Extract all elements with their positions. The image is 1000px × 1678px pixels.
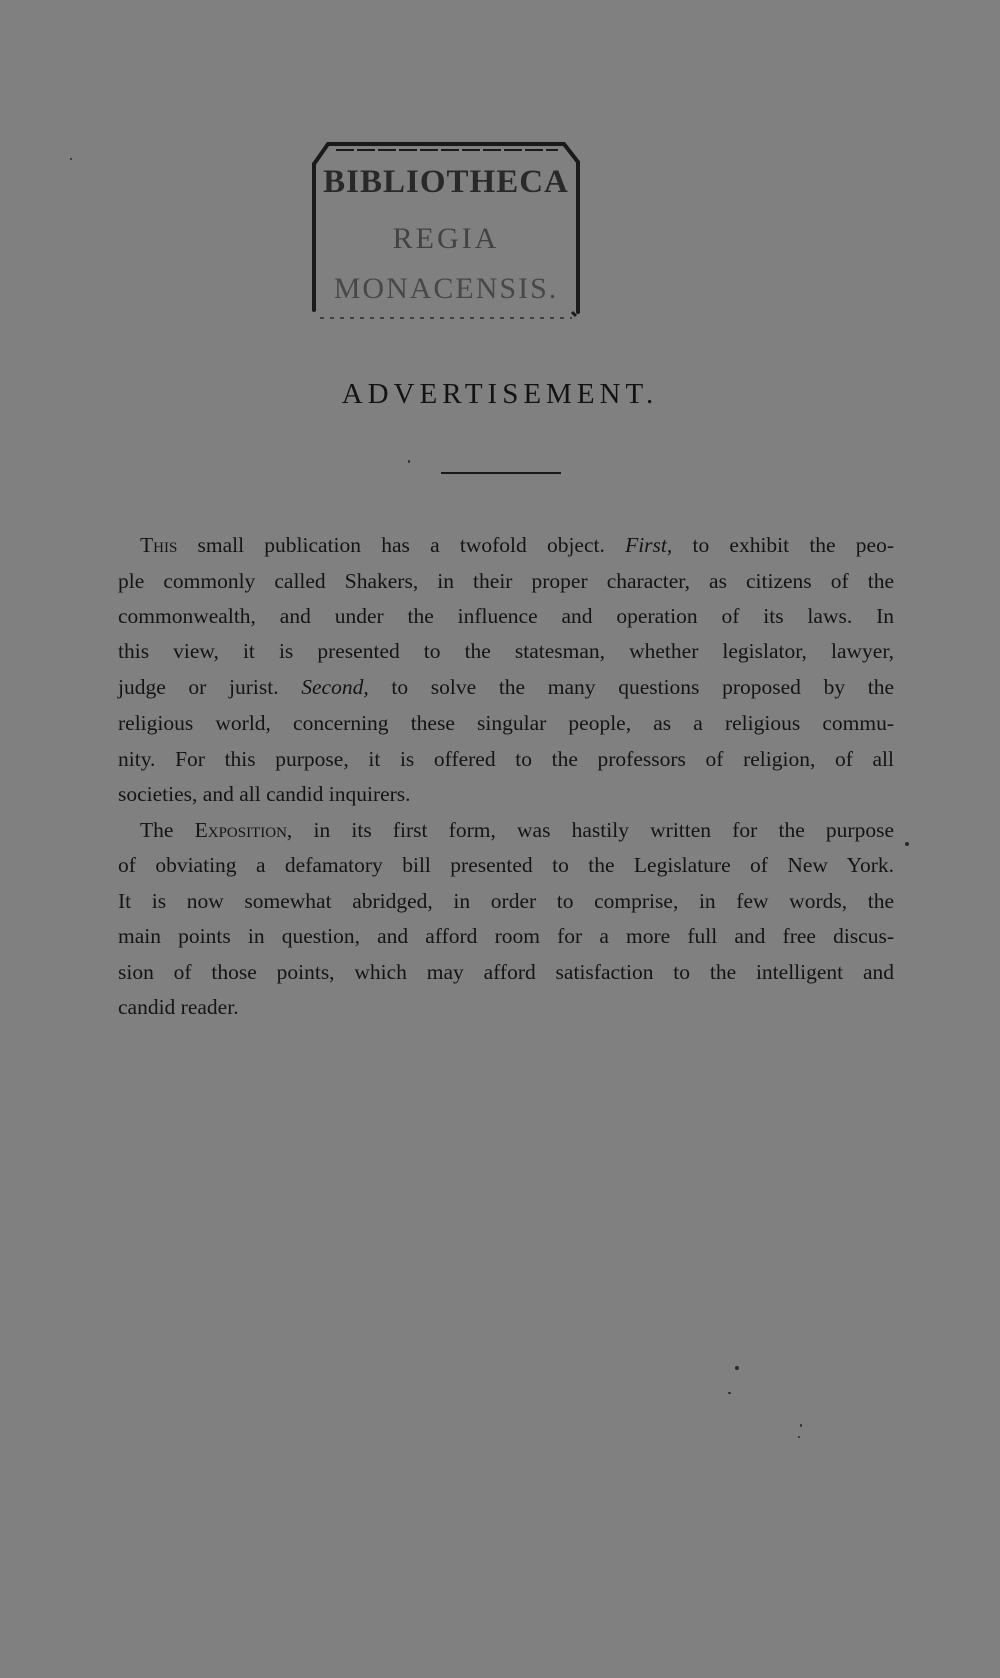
paragraph-2-line-1-end: in its first form, was hastily written for the purpose [292, 818, 894, 842]
print-speck [800, 1424, 802, 1427]
emphasis-second: Second, [301, 675, 369, 699]
drop-word-this: This [140, 533, 178, 557]
stamp-text-bibliotheca: BIBLIOTHECA [323, 164, 569, 200]
paragraph-1-line-2: ple commonly called Shakers, in their proper character, as citizens of the [118, 569, 894, 593]
paragraph-1-line-5 [118, 670, 894, 704]
paragraph-2-line-1 [140, 813, 894, 847]
paragraph-1-line-1-text: small publication has a twofold object. [177, 533, 626, 557]
paragraph-1-line-8: societies, and all candid inquirers. [118, 782, 411, 806]
print-speck [728, 1392, 731, 1394]
paragraph-2-line-1-start: The [140, 818, 195, 842]
paragraph-1-line-3: commonwealth, and under the influence and operation of its laws. In [118, 604, 894, 628]
paragraph-1-line-4: this view, it is presented to the statesman, whether legislator, lawyer, [118, 639, 894, 663]
term-exposition: Exposition, [194, 818, 293, 842]
emphasis-first: First, [625, 533, 673, 557]
paragraph-1-line-5-start: judge or jurist. [118, 675, 302, 699]
paragraph-1-line-5-end: to solve the many questions proposed by the [368, 675, 894, 699]
stamp-text-monacensis: MONACENSIS. [333, 272, 559, 305]
paragraph-2-line-2: of obviating a defamatory bill presented to the Legislature of New York. [118, 853, 894, 877]
print-speck [905, 842, 909, 846]
paragraph-1-line-7: nity. For this purpose, it is offered to the professors of religion, of all [118, 747, 894, 771]
print-speck [70, 158, 72, 160]
paragraph-1-line-1-end: to exhibit the peo- [672, 533, 894, 557]
print-speck [408, 460, 410, 463]
title-divider [441, 472, 561, 474]
paragraph-2-line-5: sion of those points, which may afford satisfaction to the intelligent and [118, 960, 894, 984]
print-speck [798, 1436, 800, 1438]
library-stamp [310, 140, 582, 322]
stamp-text-regia: REGIA [392, 222, 500, 255]
page-title: ADVERTISEMENT. [341, 378, 659, 410]
print-speck [735, 1366, 739, 1370]
paragraph-2-line-4: main points in question, and afford room for a more full and free discus- [118, 924, 894, 948]
paragraph-2-line-6: candid reader. [118, 995, 239, 1019]
paragraph-2-line-3: It is now somewhat abridged, in order to comprise, in few words, the [118, 889, 894, 913]
paragraph-1-line-6: religious world, concerning these singular people, as a religious commu- [118, 711, 894, 735]
paragraph-1-line-1 [140, 528, 894, 562]
